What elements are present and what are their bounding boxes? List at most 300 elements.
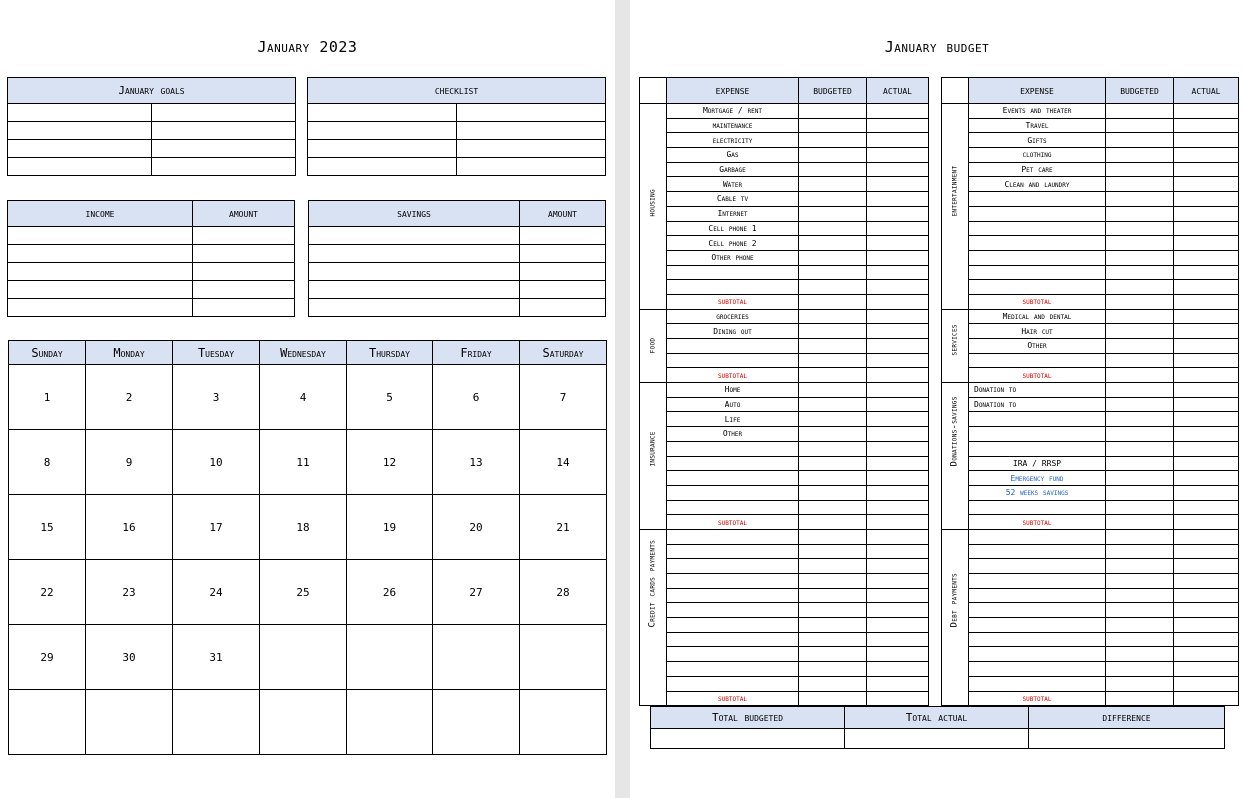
budgeted-cell[interactable]: [1106, 603, 1174, 618]
calendar-day-cell[interactable]: 28: [520, 560, 607, 625]
actual-cell[interactable]: [1174, 544, 1239, 559]
income-cell[interactable]: [193, 263, 295, 281]
calendar-day-cell[interactable]: 16: [86, 495, 173, 560]
calendar-day-cell[interactable]: 14: [520, 430, 607, 495]
expense-cell[interactable]: [667, 632, 799, 647]
budgeted-cell[interactable]: [799, 280, 867, 295]
budgeted-cell[interactable]: [799, 162, 867, 177]
actual-cell[interactable]: [1174, 324, 1239, 339]
calendar-day-cell[interactable]: 7: [520, 365, 607, 430]
actual-cell[interactable]: [1174, 339, 1239, 354]
budgeted-cell[interactable]: [1106, 162, 1174, 177]
expense-cell[interactable]: [667, 574, 799, 589]
expense-cell[interactable]: [969, 574, 1106, 589]
goals-cell[interactable]: [152, 104, 296, 122]
expense-cell[interactable]: Clean and laundry: [969, 177, 1106, 192]
actual-cell[interactable]: [1174, 353, 1239, 368]
calendar-day-cell[interactable]: 17: [173, 495, 260, 560]
budgeted-cell[interactable]: [799, 192, 867, 207]
actual-cell[interactable]: [1174, 574, 1239, 589]
actual-cell[interactable]: [867, 309, 929, 324]
budgeted-cell[interactable]: [799, 456, 867, 471]
actual-cell[interactable]: [1174, 662, 1239, 677]
expense-cell[interactable]: Events and theater: [969, 104, 1106, 119]
savings-cell[interactable]: [520, 281, 606, 299]
budgeted-cell[interactable]: [1106, 529, 1174, 544]
budgeted-cell[interactable]: [799, 353, 867, 368]
difference-cell[interactable]: [1029, 729, 1225, 749]
expense-cell[interactable]: [667, 676, 799, 691]
actual-cell[interactable]: [867, 236, 929, 251]
actual-cell[interactable]: [1174, 603, 1239, 618]
actual-cell[interactable]: [1174, 412, 1239, 427]
expense-cell[interactable]: [969, 676, 1106, 691]
subtotal-actual-cell[interactable]: [867, 515, 929, 530]
budgeted-cell[interactable]: [799, 588, 867, 603]
budgeted-cell[interactable]: [799, 618, 867, 633]
actual-cell[interactable]: [1174, 192, 1239, 207]
budgeted-cell[interactable]: [1106, 339, 1174, 354]
expense-cell[interactable]: Cell phone 2: [667, 236, 799, 251]
calendar-day-cell[interactable]: 4: [260, 365, 347, 430]
calendar-day-cell[interactable]: 2: [86, 365, 173, 430]
expense-cell[interactable]: Other: [667, 427, 799, 442]
actual-cell[interactable]: [867, 441, 929, 456]
budgeted-cell[interactable]: [1106, 250, 1174, 265]
expense-cell[interactable]: [969, 618, 1106, 633]
total-actual-cell[interactable]: [845, 729, 1029, 749]
savings-cell[interactable]: [520, 227, 606, 245]
income-cell[interactable]: [193, 281, 295, 299]
budgeted-cell[interactable]: [1106, 632, 1174, 647]
budgeted-cell[interactable]: [799, 133, 867, 148]
expense-cell[interactable]: Medical and dental: [969, 309, 1106, 324]
actual-cell[interactable]: [1174, 427, 1239, 442]
income-cell[interactable]: [8, 245, 193, 263]
calendar-day-cell[interactable]: [433, 690, 520, 755]
income-cell[interactable]: [8, 227, 193, 245]
budgeted-cell[interactable]: [1106, 427, 1174, 442]
expense-cell[interactable]: Water: [667, 177, 799, 192]
checklist-cell[interactable]: [308, 140, 457, 158]
checklist-cell[interactable]: [457, 122, 606, 140]
actual-cell[interactable]: [1174, 250, 1239, 265]
actual-cell[interactable]: [1174, 588, 1239, 603]
budgeted-cell[interactable]: [799, 324, 867, 339]
calendar-day-cell[interactable]: 13: [433, 430, 520, 495]
actual-cell[interactable]: [867, 544, 929, 559]
expense-cell[interactable]: [969, 544, 1106, 559]
expense-cell[interactable]: Donation to: [969, 383, 1106, 398]
budgeted-cell[interactable]: [799, 500, 867, 515]
budgeted-cell[interactable]: [799, 309, 867, 324]
expense-cell[interactable]: [969, 427, 1106, 442]
budgeted-cell[interactable]: [799, 118, 867, 133]
budgeted-cell[interactable]: [1106, 192, 1174, 207]
expense-cell[interactable]: [969, 500, 1106, 515]
calendar-day-cell[interactable]: 24: [173, 560, 260, 625]
expense-cell[interactable]: Life: [667, 412, 799, 427]
checklist-cell[interactable]: [457, 158, 606, 176]
calendar-day-cell[interactable]: [347, 625, 433, 690]
budgeted-cell[interactable]: [799, 485, 867, 500]
expense-cell[interactable]: [667, 544, 799, 559]
actual-cell[interactable]: [867, 647, 929, 662]
budgeted-cell[interactable]: [799, 412, 867, 427]
checklist-cell[interactable]: [457, 140, 606, 158]
expense-cell[interactable]: [969, 192, 1106, 207]
budgeted-cell[interactable]: [1106, 500, 1174, 515]
expense-cell[interactable]: [667, 441, 799, 456]
expense-cell[interactable]: [969, 662, 1106, 677]
expense-cell[interactable]: [969, 441, 1106, 456]
actual-cell[interactable]: [1174, 471, 1239, 486]
calendar-day-cell[interactable]: 15: [9, 495, 86, 560]
budgeted-cell[interactable]: [799, 104, 867, 119]
subtotal-actual-cell[interactable]: [1174, 368, 1239, 383]
expense-cell[interactable]: Internet: [667, 206, 799, 221]
budgeted-cell[interactable]: [1106, 104, 1174, 119]
actual-cell[interactable]: [867, 632, 929, 647]
expense-cell[interactable]: [667, 471, 799, 486]
actual-cell[interactable]: [867, 485, 929, 500]
expense-cell[interactable]: [969, 529, 1106, 544]
budgeted-cell[interactable]: [1106, 485, 1174, 500]
calendar-day-cell[interactable]: [433, 625, 520, 690]
actual-cell[interactable]: [1174, 397, 1239, 412]
actual-cell[interactable]: [867, 603, 929, 618]
actual-cell[interactable]: [867, 148, 929, 163]
budgeted-cell[interactable]: [1106, 118, 1174, 133]
savings-cell[interactable]: [309, 245, 520, 263]
expense-cell[interactable]: Dining out: [667, 324, 799, 339]
expense-cell[interactable]: [969, 236, 1106, 251]
goals-cell[interactable]: [8, 140, 152, 158]
actual-cell[interactable]: [867, 206, 929, 221]
actual-cell[interactable]: [867, 412, 929, 427]
budgeted-cell[interactable]: [799, 339, 867, 354]
budgeted-cell[interactable]: [799, 236, 867, 251]
budgeted-cell[interactable]: [1106, 148, 1174, 163]
goals-cell[interactable]: [152, 140, 296, 158]
budgeted-cell[interactable]: [1106, 265, 1174, 280]
actual-cell[interactable]: [867, 618, 929, 633]
savings-cell[interactable]: [520, 299, 606, 317]
budgeted-cell[interactable]: [799, 529, 867, 544]
actual-cell[interactable]: [867, 324, 929, 339]
budgeted-cell[interactable]: [799, 603, 867, 618]
calendar-day-cell[interactable]: [347, 690, 433, 755]
actual-cell[interactable]: [867, 588, 929, 603]
budgeted-cell[interactable]: [1106, 236, 1174, 251]
actual-cell[interactable]: [1174, 162, 1239, 177]
expense-cell[interactable]: [969, 206, 1106, 221]
calendar-day-cell[interactable]: 29: [9, 625, 86, 690]
income-cell[interactable]: [193, 227, 295, 245]
expense-cell[interactable]: Donation to: [969, 397, 1106, 412]
actual-cell[interactable]: [867, 471, 929, 486]
expense-cell[interactable]: [667, 485, 799, 500]
budgeted-cell[interactable]: [799, 397, 867, 412]
calendar-day-cell[interactable]: 1: [9, 365, 86, 430]
subtotal-actual-cell[interactable]: [1174, 515, 1239, 530]
total-budgeted-cell[interactable]: [651, 729, 845, 749]
calendar-day-cell[interactable]: 10: [173, 430, 260, 495]
expense-cell[interactable]: [969, 221, 1106, 236]
checklist-cell[interactable]: [308, 158, 457, 176]
subtotal-budgeted-cell[interactable]: [799, 515, 867, 530]
calendar-day-cell[interactable]: 9: [86, 430, 173, 495]
goals-cell[interactable]: [8, 104, 152, 122]
budgeted-cell[interactable]: [1106, 647, 1174, 662]
calendar-day-cell[interactable]: 3: [173, 365, 260, 430]
budgeted-cell[interactable]: [1106, 412, 1174, 427]
subtotal-budgeted-cell[interactable]: [799, 691, 867, 706]
subtotal-budgeted-cell[interactable]: [1106, 294, 1174, 309]
savings-cell[interactable]: [309, 299, 520, 317]
calendar-day-cell[interactable]: 22: [9, 560, 86, 625]
expense-cell[interactable]: [667, 647, 799, 662]
budgeted-cell[interactable]: [1106, 353, 1174, 368]
savings-cell[interactable]: [309, 263, 520, 281]
budgeted-cell[interactable]: [799, 383, 867, 398]
actual-cell[interactable]: [867, 162, 929, 177]
actual-cell[interactable]: [1174, 177, 1239, 192]
checklist-cell[interactable]: [457, 104, 606, 122]
goals-cell[interactable]: [152, 158, 296, 176]
expense-cell[interactable]: 52 weeks savings: [969, 485, 1106, 500]
calendar-day-cell[interactable]: [260, 690, 347, 755]
budgeted-cell[interactable]: [799, 676, 867, 691]
actual-cell[interactable]: [867, 574, 929, 589]
calendar-day-cell[interactable]: 5: [347, 365, 433, 430]
expense-cell[interactable]: [969, 559, 1106, 574]
expense-cell[interactable]: [667, 353, 799, 368]
expense-cell[interactable]: maintenance: [667, 118, 799, 133]
expense-cell[interactable]: Emergency fund: [969, 471, 1106, 486]
actual-cell[interactable]: [867, 456, 929, 471]
savings-cell[interactable]: [309, 281, 520, 299]
subtotal-actual-cell[interactable]: [867, 691, 929, 706]
expense-cell[interactable]: [667, 662, 799, 677]
actual-cell[interactable]: [867, 104, 929, 119]
budgeted-cell[interactable]: [1106, 383, 1174, 398]
expense-cell[interactable]: Auto: [667, 397, 799, 412]
actual-cell[interactable]: [867, 676, 929, 691]
actual-cell[interactable]: [867, 192, 929, 207]
expense-cell[interactable]: clothing: [969, 148, 1106, 163]
actual-cell[interactable]: [1174, 265, 1239, 280]
actual-cell[interactable]: [1174, 118, 1239, 133]
actual-cell[interactable]: [867, 529, 929, 544]
budgeted-cell[interactable]: [799, 221, 867, 236]
subtotal-budgeted-cell[interactable]: [1106, 691, 1174, 706]
actual-cell[interactable]: [1174, 221, 1239, 236]
budgeted-cell[interactable]: [799, 544, 867, 559]
budgeted-cell[interactable]: [1106, 397, 1174, 412]
subtotal-budgeted-cell[interactable]: [799, 368, 867, 383]
budgeted-cell[interactable]: [799, 206, 867, 221]
budgeted-cell[interactable]: [799, 574, 867, 589]
actual-cell[interactable]: [867, 662, 929, 677]
expense-cell[interactable]: Garbage: [667, 162, 799, 177]
actual-cell[interactable]: [867, 500, 929, 515]
savings-cell[interactable]: [309, 227, 520, 245]
budgeted-cell[interactable]: [1106, 588, 1174, 603]
expense-cell[interactable]: [969, 280, 1106, 295]
actual-cell[interactable]: [1174, 456, 1239, 471]
actual-cell[interactable]: [1174, 206, 1239, 221]
expense-cell[interactable]: Hair cut: [969, 324, 1106, 339]
expense-cell[interactable]: Travel: [969, 118, 1106, 133]
income-cell[interactable]: [8, 281, 193, 299]
budgeted-cell[interactable]: [1106, 206, 1174, 221]
calendar-day-cell[interactable]: 30: [86, 625, 173, 690]
calendar-day-cell[interactable]: 21: [520, 495, 607, 560]
calendar-day-cell[interactable]: 18: [260, 495, 347, 560]
subtotal-actual-cell[interactable]: [867, 368, 929, 383]
goals-cell[interactable]: [8, 122, 152, 140]
expense-cell[interactable]: groceries: [667, 309, 799, 324]
actual-cell[interactable]: [867, 250, 929, 265]
subtotal-actual-cell[interactable]: [1174, 691, 1239, 706]
subtotal-budgeted-cell[interactable]: [1106, 515, 1174, 530]
calendar-day-cell[interactable]: [9, 690, 86, 755]
expense-cell[interactable]: [969, 265, 1106, 280]
actual-cell[interactable]: [867, 397, 929, 412]
actual-cell[interactable]: [867, 133, 929, 148]
actual-cell[interactable]: [867, 383, 929, 398]
actual-cell[interactable]: [1174, 632, 1239, 647]
budgeted-cell[interactable]: [1106, 133, 1174, 148]
expense-cell[interactable]: [969, 412, 1106, 427]
expense-cell[interactable]: [969, 250, 1106, 265]
actual-cell[interactable]: [1174, 500, 1239, 515]
actual-cell[interactable]: [1174, 133, 1239, 148]
expense-cell[interactable]: [667, 265, 799, 280]
budgeted-cell[interactable]: [1106, 574, 1174, 589]
calendar-day-cell[interactable]: 20: [433, 495, 520, 560]
budgeted-cell[interactable]: [1106, 324, 1174, 339]
actual-cell[interactable]: [1174, 383, 1239, 398]
actual-cell[interactable]: [1174, 559, 1239, 574]
expense-cell[interactable]: Other phone: [667, 250, 799, 265]
actual-cell[interactable]: [1174, 309, 1239, 324]
expense-cell[interactable]: [667, 618, 799, 633]
calendar-day-cell[interactable]: 27: [433, 560, 520, 625]
calendar-day-cell[interactable]: [86, 690, 173, 755]
expense-cell[interactable]: [667, 280, 799, 295]
actual-cell[interactable]: [1174, 104, 1239, 119]
calendar-day-cell[interactable]: 11: [260, 430, 347, 495]
actual-cell[interactable]: [867, 353, 929, 368]
budgeted-cell[interactable]: [799, 427, 867, 442]
budgeted-cell[interactable]: [799, 250, 867, 265]
checklist-cell[interactable]: [308, 122, 457, 140]
budgeted-cell[interactable]: [1106, 544, 1174, 559]
expense-cell[interactable]: [667, 559, 799, 574]
actual-cell[interactable]: [867, 221, 929, 236]
actual-cell[interactable]: [867, 177, 929, 192]
budgeted-cell[interactable]: [1106, 676, 1174, 691]
expense-cell[interactable]: [667, 456, 799, 471]
expense-cell[interactable]: [667, 529, 799, 544]
budgeted-cell[interactable]: [1106, 309, 1174, 324]
budgeted-cell[interactable]: [799, 441, 867, 456]
calendar-day-cell[interactable]: 26: [347, 560, 433, 625]
actual-cell[interactable]: [1174, 280, 1239, 295]
expense-cell[interactable]: [667, 339, 799, 354]
budgeted-cell[interactable]: [1106, 559, 1174, 574]
calendar-day-cell[interactable]: 8: [9, 430, 86, 495]
income-cell[interactable]: [193, 299, 295, 317]
actual-cell[interactable]: [1174, 647, 1239, 662]
calendar-day-cell[interactable]: 23: [86, 560, 173, 625]
calendar-day-cell[interactable]: 25: [260, 560, 347, 625]
calendar-day-cell[interactable]: [260, 625, 347, 690]
subtotal-budgeted-cell[interactable]: [799, 294, 867, 309]
actual-cell[interactable]: [867, 339, 929, 354]
income-cell[interactable]: [8, 299, 193, 317]
actual-cell[interactable]: [1174, 148, 1239, 163]
savings-cell[interactable]: [520, 263, 606, 281]
expense-cell[interactable]: Gas: [667, 148, 799, 163]
calendar-day-cell[interactable]: 31: [173, 625, 260, 690]
goals-cell[interactable]: [152, 122, 296, 140]
budgeted-cell[interactable]: [799, 647, 867, 662]
budgeted-cell[interactable]: [799, 662, 867, 677]
income-cell[interactable]: [8, 263, 193, 281]
expense-cell[interactable]: [969, 603, 1106, 618]
expense-cell[interactable]: [969, 647, 1106, 662]
expense-cell[interactable]: Gifts: [969, 133, 1106, 148]
expense-cell[interactable]: [969, 588, 1106, 603]
expense-cell[interactable]: [667, 588, 799, 603]
actual-cell[interactable]: [867, 118, 929, 133]
expense-cell[interactable]: Other: [969, 339, 1106, 354]
actual-cell[interactable]: [867, 265, 929, 280]
budgeted-cell[interactable]: [799, 265, 867, 280]
calendar-day-cell[interactable]: 19: [347, 495, 433, 560]
calendar-day-cell[interactable]: 12: [347, 430, 433, 495]
budgeted-cell[interactable]: [1106, 618, 1174, 633]
actual-cell[interactable]: [1174, 485, 1239, 500]
expense-cell[interactable]: [969, 353, 1106, 368]
expense-cell[interactable]: Cell phone 1: [667, 221, 799, 236]
budgeted-cell[interactable]: [1106, 662, 1174, 677]
expense-cell[interactable]: electricity: [667, 133, 799, 148]
expense-cell[interactable]: [969, 632, 1106, 647]
budgeted-cell[interactable]: [799, 177, 867, 192]
actual-cell[interactable]: [1174, 441, 1239, 456]
calendar-day-cell[interactable]: [520, 690, 607, 755]
calendar-day-cell[interactable]: [520, 625, 607, 690]
expense-cell[interactable]: IRA / RRSP: [969, 456, 1106, 471]
actual-cell[interactable]: [867, 559, 929, 574]
actual-cell[interactable]: [867, 427, 929, 442]
budgeted-cell[interactable]: [1106, 221, 1174, 236]
subtotal-actual-cell[interactable]: [1174, 294, 1239, 309]
subtotal-actual-cell[interactable]: [867, 294, 929, 309]
goals-cell[interactable]: [8, 158, 152, 176]
actual-cell[interactable]: [1174, 236, 1239, 251]
budgeted-cell[interactable]: [1106, 456, 1174, 471]
actual-cell[interactable]: [867, 280, 929, 295]
budgeted-cell[interactable]: [799, 559, 867, 574]
income-cell[interactable]: [193, 245, 295, 263]
actual-cell[interactable]: [1174, 529, 1239, 544]
budgeted-cell[interactable]: [1106, 280, 1174, 295]
